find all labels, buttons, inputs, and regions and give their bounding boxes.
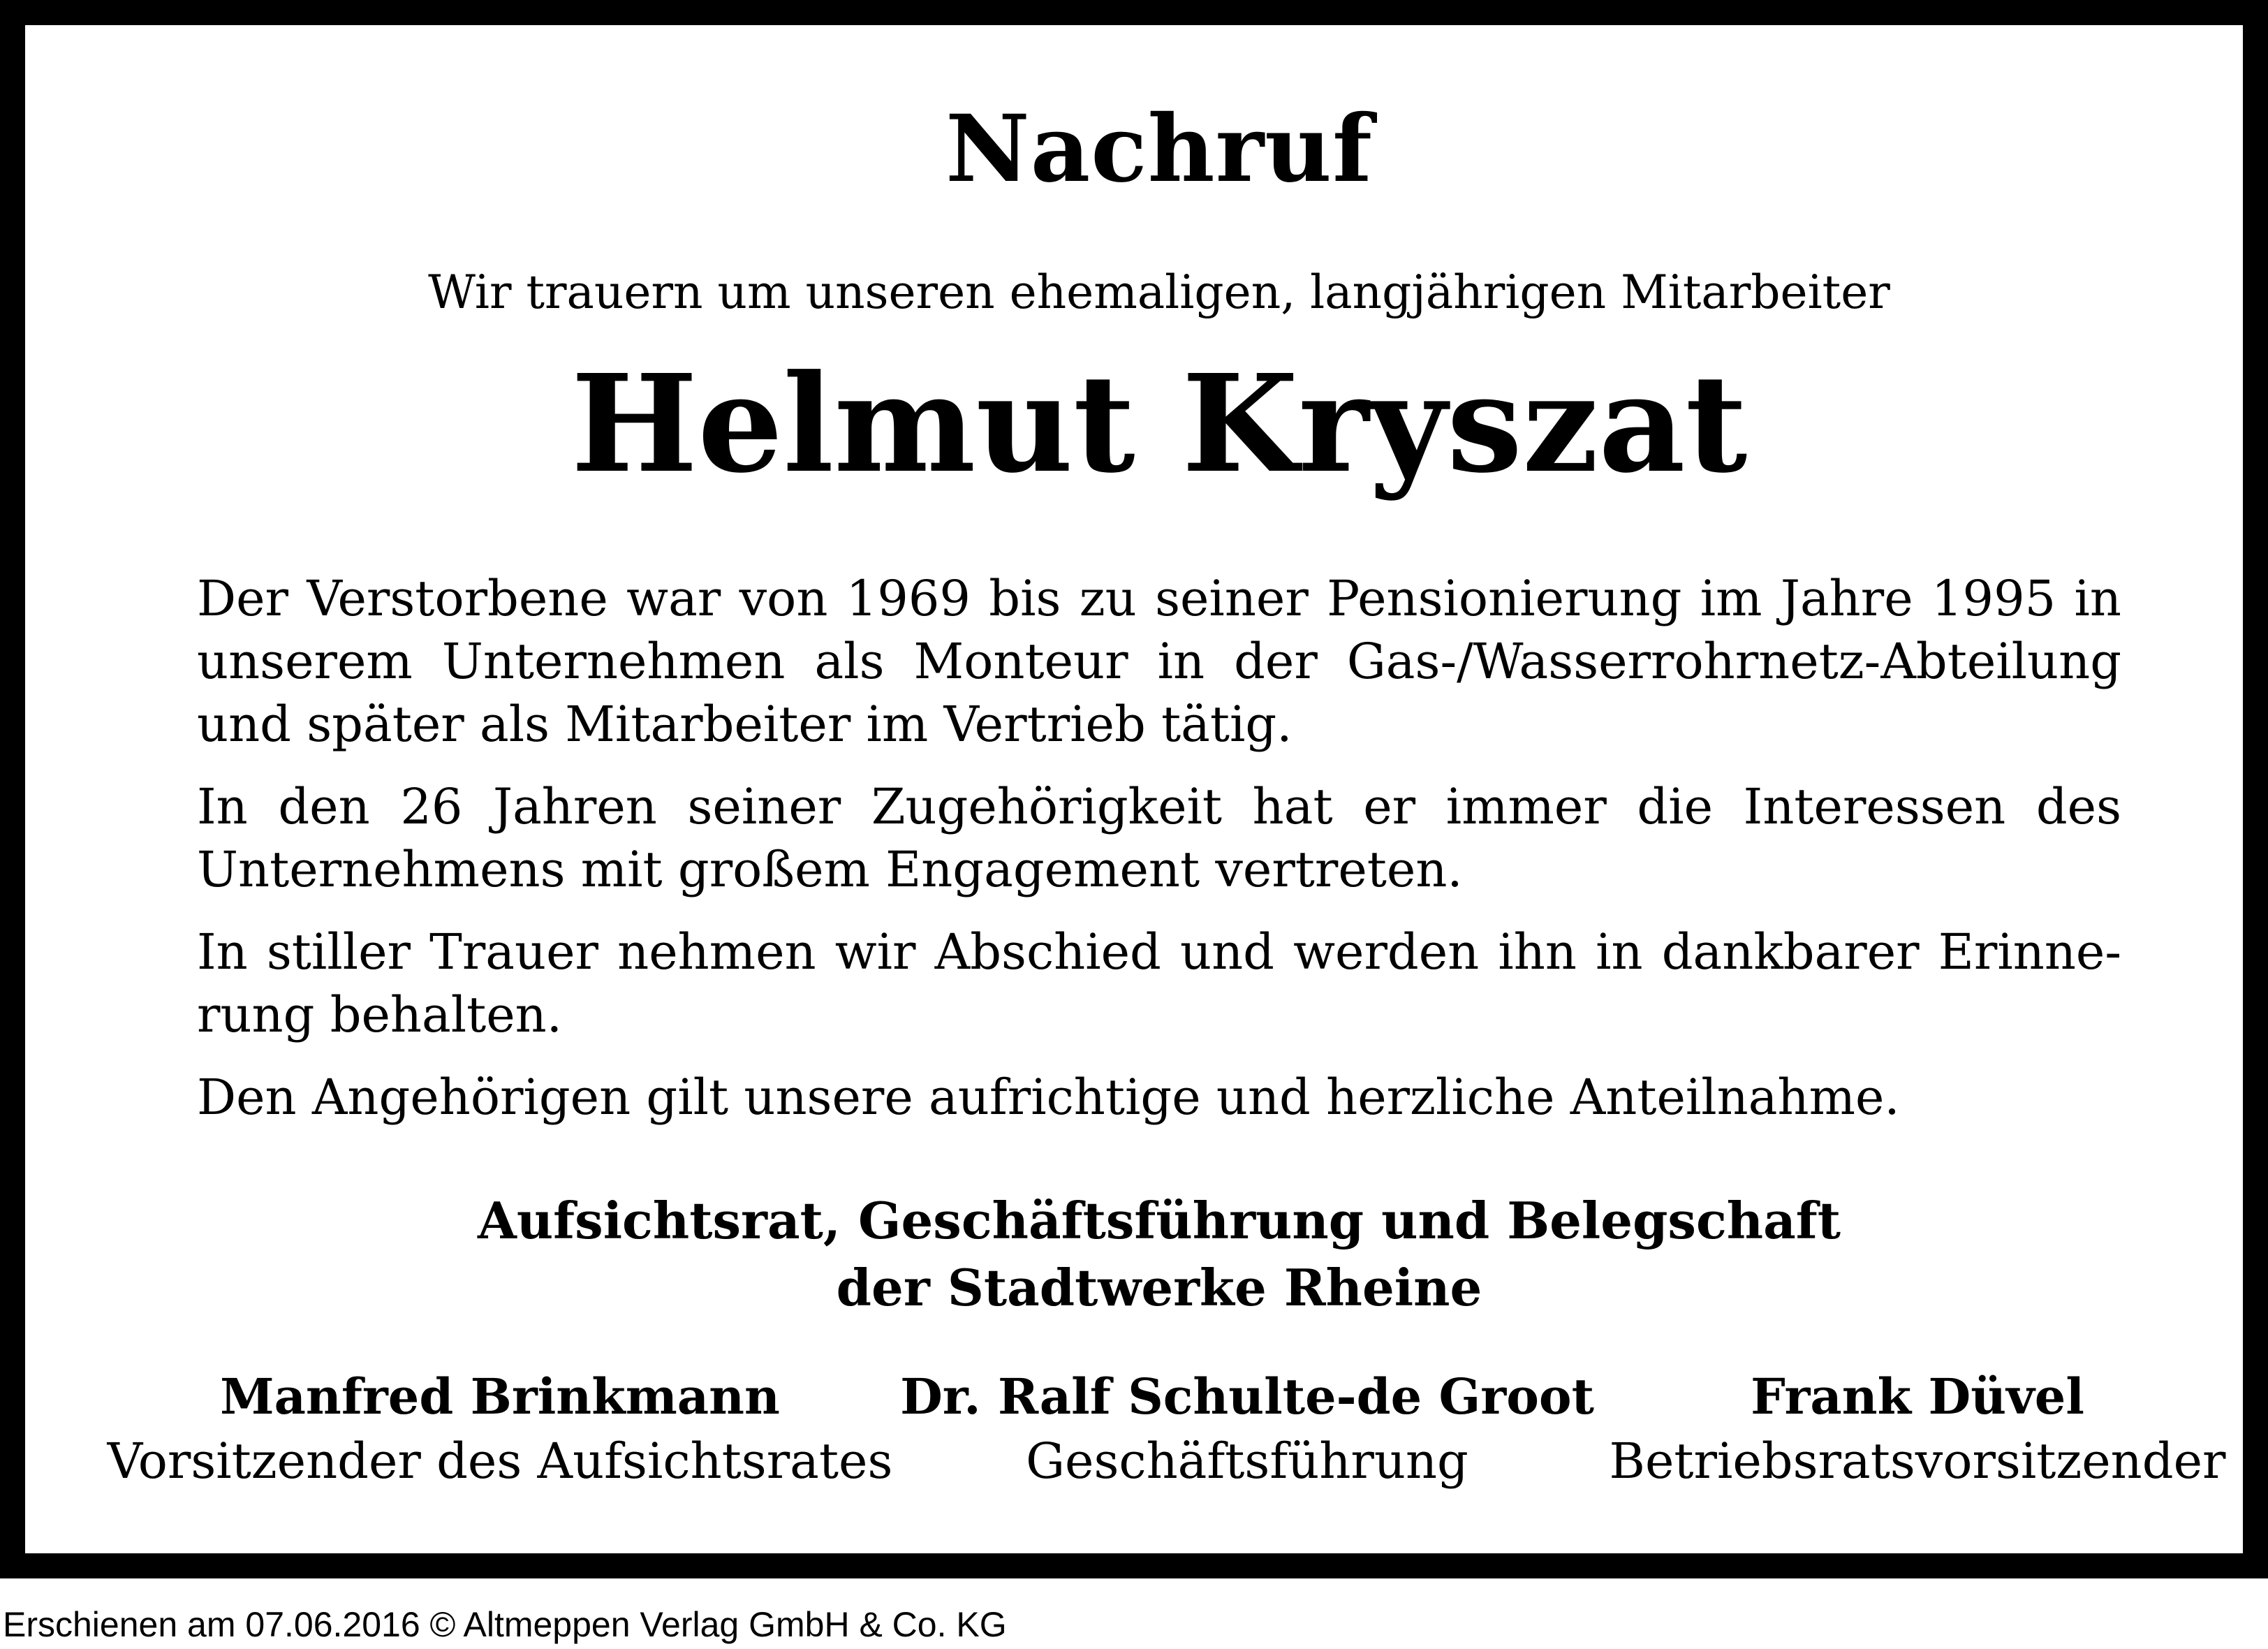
organization-line: der Stadtwerke Rheine: [836, 1258, 1482, 1317]
organization-block: [25, 1187, 2268, 1321]
signatory-name: Dr. Ralf Schulte-de Groot: [900, 1368, 1594, 1426]
publication-footer: Erschienen am 07.06.2016 © Altmeppen Verlag GmbH & Co. KG: [3, 1605, 1007, 1644]
signatory-name: Frank Düvel: [1751, 1368, 2084, 1426]
body-paragraph: Der Verstorbene war von 1969 bis zu seiner Pensionierung im Jahre 1995 in unserem Unternehmen als Monteur in der Gas-/Wasserrohrnetz-Abteilung und später als Mitarbeiter im Vertrieb tätig.: [197, 570, 2121, 753]
signatory-managing-director: [835, 1365, 1659, 1493]
deceased-name: Helmut Kryszat: [570, 346, 1748, 503]
signatory-role: Vorsitzender des Aufsichtsrates: [107, 1432, 893, 1490]
signatory-name: Manfred Brinkmann: [220, 1368, 780, 1426]
notice-title: Nachruf: [945, 95, 1373, 203]
signatory-chairman: [95, 1365, 905, 1493]
body-paragraph: In den 26 Jahren seiner Zugehörigkeit hat er immer die Interessen des Unternehmens mit großem Engagement vertreten.: [197, 778, 2121, 898]
signatory-works-council: [1589, 1365, 2246, 1493]
notice-body: [197, 567, 2121, 1148]
notice-subtitle: Wir trauern um unseren ehemaligen, langjährigen Mitarbeiter: [428, 265, 1890, 319]
body-paragraph: In stiller Trauer nehmen wir Abschied und werden ihn in dankbarer Erinnerung behalten.: [197, 923, 2121, 1043]
body-paragraph: Den Angehörigen gilt unsere aufrichtige und herzliche Anteilnahme.: [197, 1069, 1900, 1126]
organization-line: Aufsichtsrat, Geschäftsführung und Belegschaft: [477, 1191, 1841, 1250]
signatory-role: Betriebsratsvorsitzender: [1609, 1432, 2226, 1490]
signatory-role: Geschäftsführung: [1026, 1432, 1468, 1490]
